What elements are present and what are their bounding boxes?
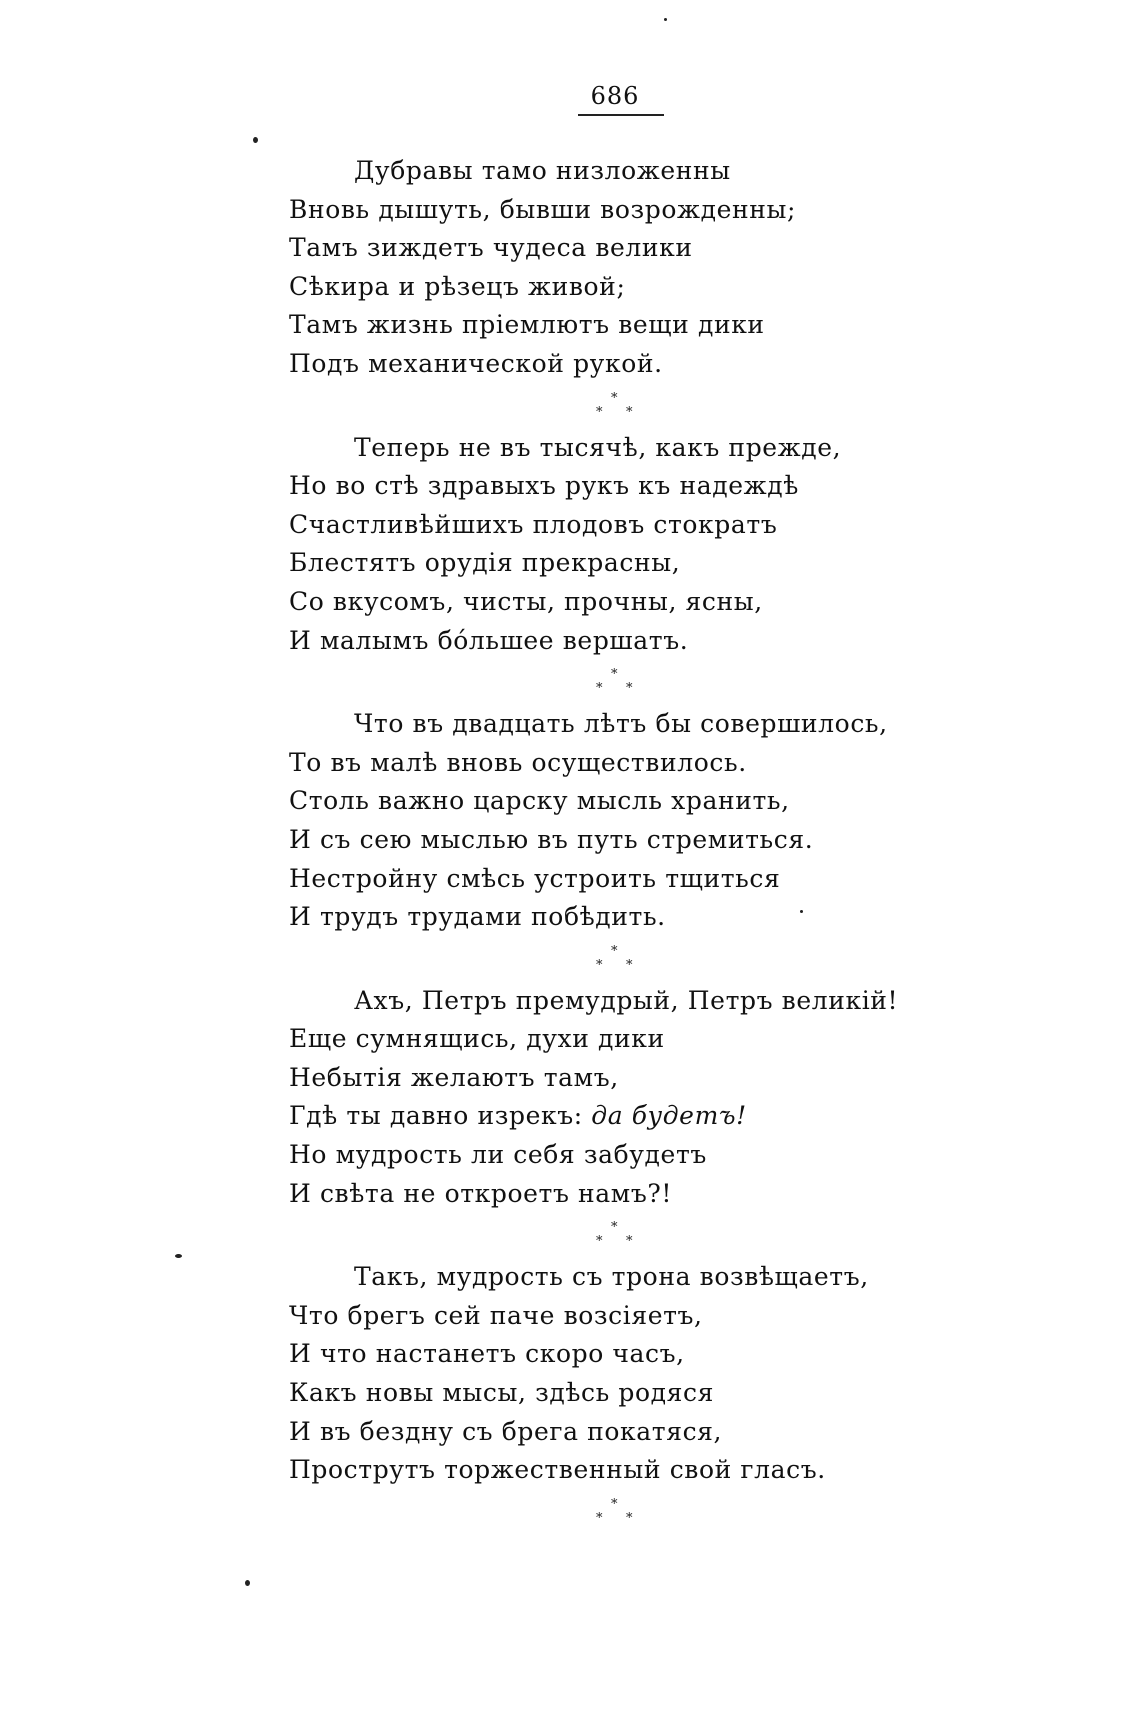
asterism-divider bbox=[589, 384, 649, 429]
asterism-star: * bbox=[626, 957, 633, 973]
verse-line: И въ бездну съ брега покатяся, bbox=[289, 1416, 723, 1446]
verse-line: Нестройну смѣсь устроить тщиться bbox=[289, 863, 781, 893]
verse-line: Со вкусомъ, чисты, прочны, ясны, bbox=[289, 586, 763, 616]
asterism-star: * bbox=[626, 404, 633, 420]
stanza bbox=[289, 429, 1029, 661]
asterism-star: * bbox=[611, 943, 618, 959]
verse-line: Подъ механической рукой. bbox=[289, 348, 663, 378]
verse-line: Сѣкира и рѣзецъ живой; bbox=[289, 271, 626, 301]
asterism-star: * bbox=[596, 1510, 603, 1526]
verse-line: Такъ, мудрость съ трона возвѣщаетъ, bbox=[354, 1262, 869, 1292]
verse-line: Столь важно царску мысль хранить, bbox=[289, 786, 790, 816]
verse-line: То въ малѣ вновь осуществилось. bbox=[289, 747, 747, 777]
verse-line: И что настанетъ скоро часъ, bbox=[289, 1339, 685, 1369]
verse-line: Что брегъ сей паче возсіяетъ, bbox=[289, 1300, 703, 1330]
stanza bbox=[289, 1258, 1029, 1490]
asterism-star: * bbox=[596, 681, 603, 697]
asterism-star: * bbox=[611, 1220, 618, 1236]
asterism-star: * bbox=[626, 681, 633, 697]
verse-line: Что въ двадцать лѣтъ бы совершилось, bbox=[354, 709, 888, 739]
asterism-star: * bbox=[596, 404, 603, 420]
verse-line bbox=[289, 1097, 1029, 1136]
asterism-divider bbox=[589, 937, 649, 982]
asterism-star: * bbox=[611, 390, 618, 406]
asterism-star: * bbox=[596, 957, 603, 973]
verse-line: Дубравы тамо низложенны bbox=[354, 156, 731, 185]
asterism-star: * bbox=[626, 1234, 633, 1250]
asterism-star: * bbox=[611, 1496, 618, 1512]
asterism-divider bbox=[589, 660, 649, 705]
asterism-divider bbox=[589, 1213, 649, 1258]
asterism-star: * bbox=[626, 1510, 633, 1526]
scan-speck bbox=[245, 1580, 250, 1586]
poem bbox=[289, 152, 1029, 1535]
scan-speck bbox=[664, 18, 667, 21]
verse-line: Ахъ, Петръ премудрый, Петръ великій! bbox=[354, 985, 899, 1015]
scan-speck bbox=[175, 1254, 182, 1258]
verse-line: Еще сумнящись, духи дики bbox=[289, 1024, 665, 1054]
page-number: 686 bbox=[590, 82, 640, 110]
verse-line: Какъ новы мысы, здѣсь родяся bbox=[289, 1378, 714, 1408]
stanza bbox=[289, 152, 1029, 384]
verse-line: И съ сею мыслью въ путь стремиться. bbox=[289, 824, 814, 854]
verse-line: И трудъ трудами побѣдить. bbox=[289, 902, 666, 932]
verse-line: И свѣта не откроетъ намъ?! bbox=[289, 1178, 672, 1208]
verse-line: Счастливѣйшихъ плодовъ стократъ bbox=[289, 509, 778, 539]
asterism-star: * bbox=[596, 1234, 603, 1250]
page-number-rule bbox=[578, 114, 664, 116]
asterism-divider bbox=[589, 1490, 649, 1535]
verse-line: Тамъ жизнь пріемлютъ вещи дики bbox=[289, 310, 765, 340]
verse-line: Но во стѣ здравыхъ рукъ къ надеждѣ bbox=[289, 471, 799, 501]
verse-line: Но мудрость ли себя забудетъ bbox=[289, 1140, 707, 1170]
italic-phrase: да будетъ! bbox=[591, 1101, 747, 1131]
verse-line: И малымъ бо́льшее вершатъ. bbox=[289, 625, 689, 655]
verse-line-text: Гдѣ ты давно изрекъ: bbox=[289, 1101, 583, 1131]
verse-line: Небытія желаютъ тамъ, bbox=[289, 1062, 619, 1092]
verse-line: Прострутъ торжественный свой гласъ. bbox=[289, 1455, 826, 1485]
verse-line: Блестятъ орудія прекрасны, bbox=[289, 548, 681, 578]
verse-line: Вновь дышуть, бывши возрожденны; bbox=[289, 194, 797, 224]
stanza bbox=[289, 982, 1029, 1214]
verse-line: Теперь не въ тысячѣ, какъ прежде, bbox=[354, 432, 842, 462]
asterism-star: * bbox=[611, 667, 618, 683]
scan-speck bbox=[253, 137, 258, 143]
verse-line: Тамъ зиждетъ чудеса велики bbox=[289, 233, 693, 263]
stanza bbox=[289, 705, 1029, 937]
